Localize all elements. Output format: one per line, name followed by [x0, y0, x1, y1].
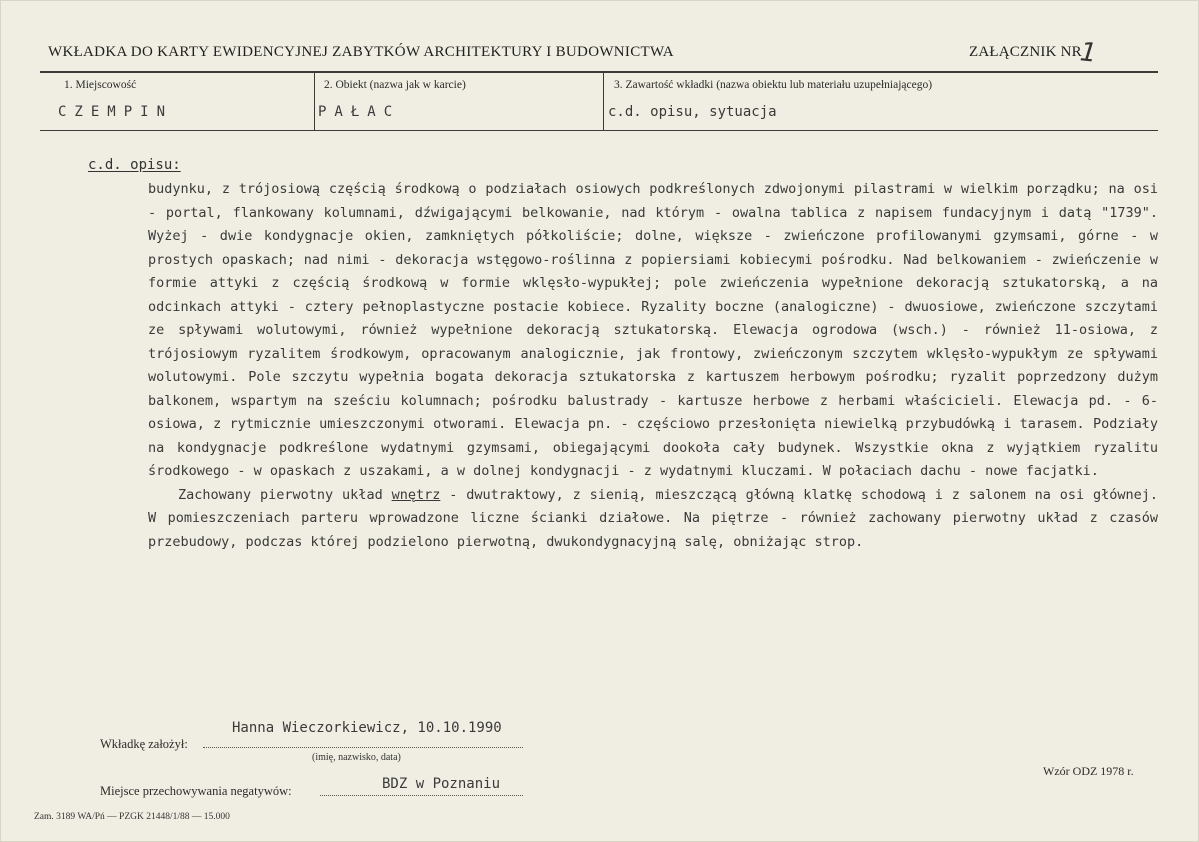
annex-label: ZAŁĄCZNIK NR — [969, 44, 1082, 60]
author-label: Wkładkę założył: — [100, 737, 188, 751]
description-paragraph-1: budynku, z trójosiową częścią środkową o podziałach osiowych podkreślonych zdwojonymi pilastrami w wielkim porządku; na osi - portal, flankowany kolumnami, dźwigającymi belkowanie, nad którym - owalna tablica z napisem fundacyjnym i datą "1739". Wyżej - dwie kondygnacje okien, zamkniętych półkoliście; dolne, większe - zwieńczone profilowanymi gzymsami, górne - w prostych opaskach; nad nimi - dekoracja wstęgowo-roślinna z popiersiami kobiecymi pośrodku. Nad belkowaniem - zwieńczenie w formie attyki z częścią środkową w formie wklęsło-wypukłej; pole zwieńczenia wypełnione dekoracją sztukatorską, a na odcinkach attyki - cztery pełnoplastyczne postacie kobiece. Ryzality boczne (analogiczne) - dwuosiowe, zwieńczone szczytami ze spływami wolutowymi, również wypełnione dekoracją sztukatorską. Elewacja ogrodowa (wsch.) - również 11-osiowa, z trójosiowym ryzalitem środkowym, opracowanym analogicznie, jak frontowy, zwieńczonym szczytem wklęsło-wypukłym ze spływami wolutowymi. Pole szczytu wypełnia bogata dekoracja sztukatorska z kartuszem herbowym pośrodku; ryzalit poprzedzony dużym balkonem, wspartym na sześciu kolumnach; pośrodku balustrady - kartusze herbowe z herbami właścicieli. Elewacja pd. - 6-osiowa, z rytmicznie umieszczonymi otworami. Elewacja pn. - częściowo przesłonięta niewielką przybudówką i tarasem. Podziały na kondygnacje podkreślone wydatnymi gzymsami, obiegającymi dookoła cały budynek. Wszystkie okna z wyjątkiem ryzalitu środkowego - w opaskach z uszakami, a w dolnej kondygnacji - z wydatnymi kluczami. W połaciach dachu - nowe facjatki. — [148, 181, 1158, 479]
fields-bottom-rule — [40, 130, 1158, 131]
field-divider-2 — [603, 73, 604, 130]
print-info: Zam. 3189 WA/Pń — PZGK 21448/1/88 — 15.000 — [34, 812, 230, 822]
card-title: WKŁADKA DO KARTY EWIDENCYJNEJ ZABYTKÓW ARCHITEKTURY I BUDOWNICTWA — [48, 44, 674, 60]
storage-value: BDZ w Poznaniu — [382, 776, 501, 792]
annex-number: 1 — [1078, 37, 1099, 69]
locality-label: 1. Miejscowość — [64, 79, 137, 91]
description-text — [148, 178, 1158, 554]
object-label: 2. Obiekt (nazwa jak w karcie) — [324, 79, 466, 91]
author-value: Hanna Wieczorkiewicz, 10.10.1990 — [232, 720, 502, 736]
content-value: c.d. opisu, sytuacja — [608, 104, 777, 120]
template-note: Wzór ODZ 1978 r. — [1043, 764, 1134, 778]
paragraph-2-end: - dwutraktowy, z sienią, mieszczącą główną klatkę schodową i z salonem na osi głównej. W pomieszczeniach parteru wprowadzone liczne ścianki działowe. Na piętrze - również zachowany pierwotny układ z czasów przebudowy, podczas której podzielono pierwotną, dwukondygnacyjną salę, obniżając strop. — [148, 486, 1158, 550]
paragraph-2-start: Zachowany pierwotny układ — [178, 486, 392, 503]
storage-dotted-line — [320, 795, 523, 796]
description-paragraph-2 — [148, 484, 1158, 555]
header-rule — [40, 71, 1158, 73]
object-value: PAŁAC — [318, 104, 401, 120]
locality-value: CZEMPIN — [58, 104, 174, 120]
continuation-heading: c.d. opisu: — [88, 157, 181, 173]
field-divider-1 — [314, 73, 315, 130]
author-hint: (imię, nazwisko, data) — [312, 752, 401, 763]
author-dotted-line — [203, 747, 523, 748]
interiors-word: wnętrz — [391, 486, 441, 503]
storage-label: Miejsce przechowywania negatywów: — [100, 784, 292, 798]
content-label: 3. Zawartość wkładki (nazwa obiektu lub materiału uzupełniającego) — [614, 79, 933, 91]
